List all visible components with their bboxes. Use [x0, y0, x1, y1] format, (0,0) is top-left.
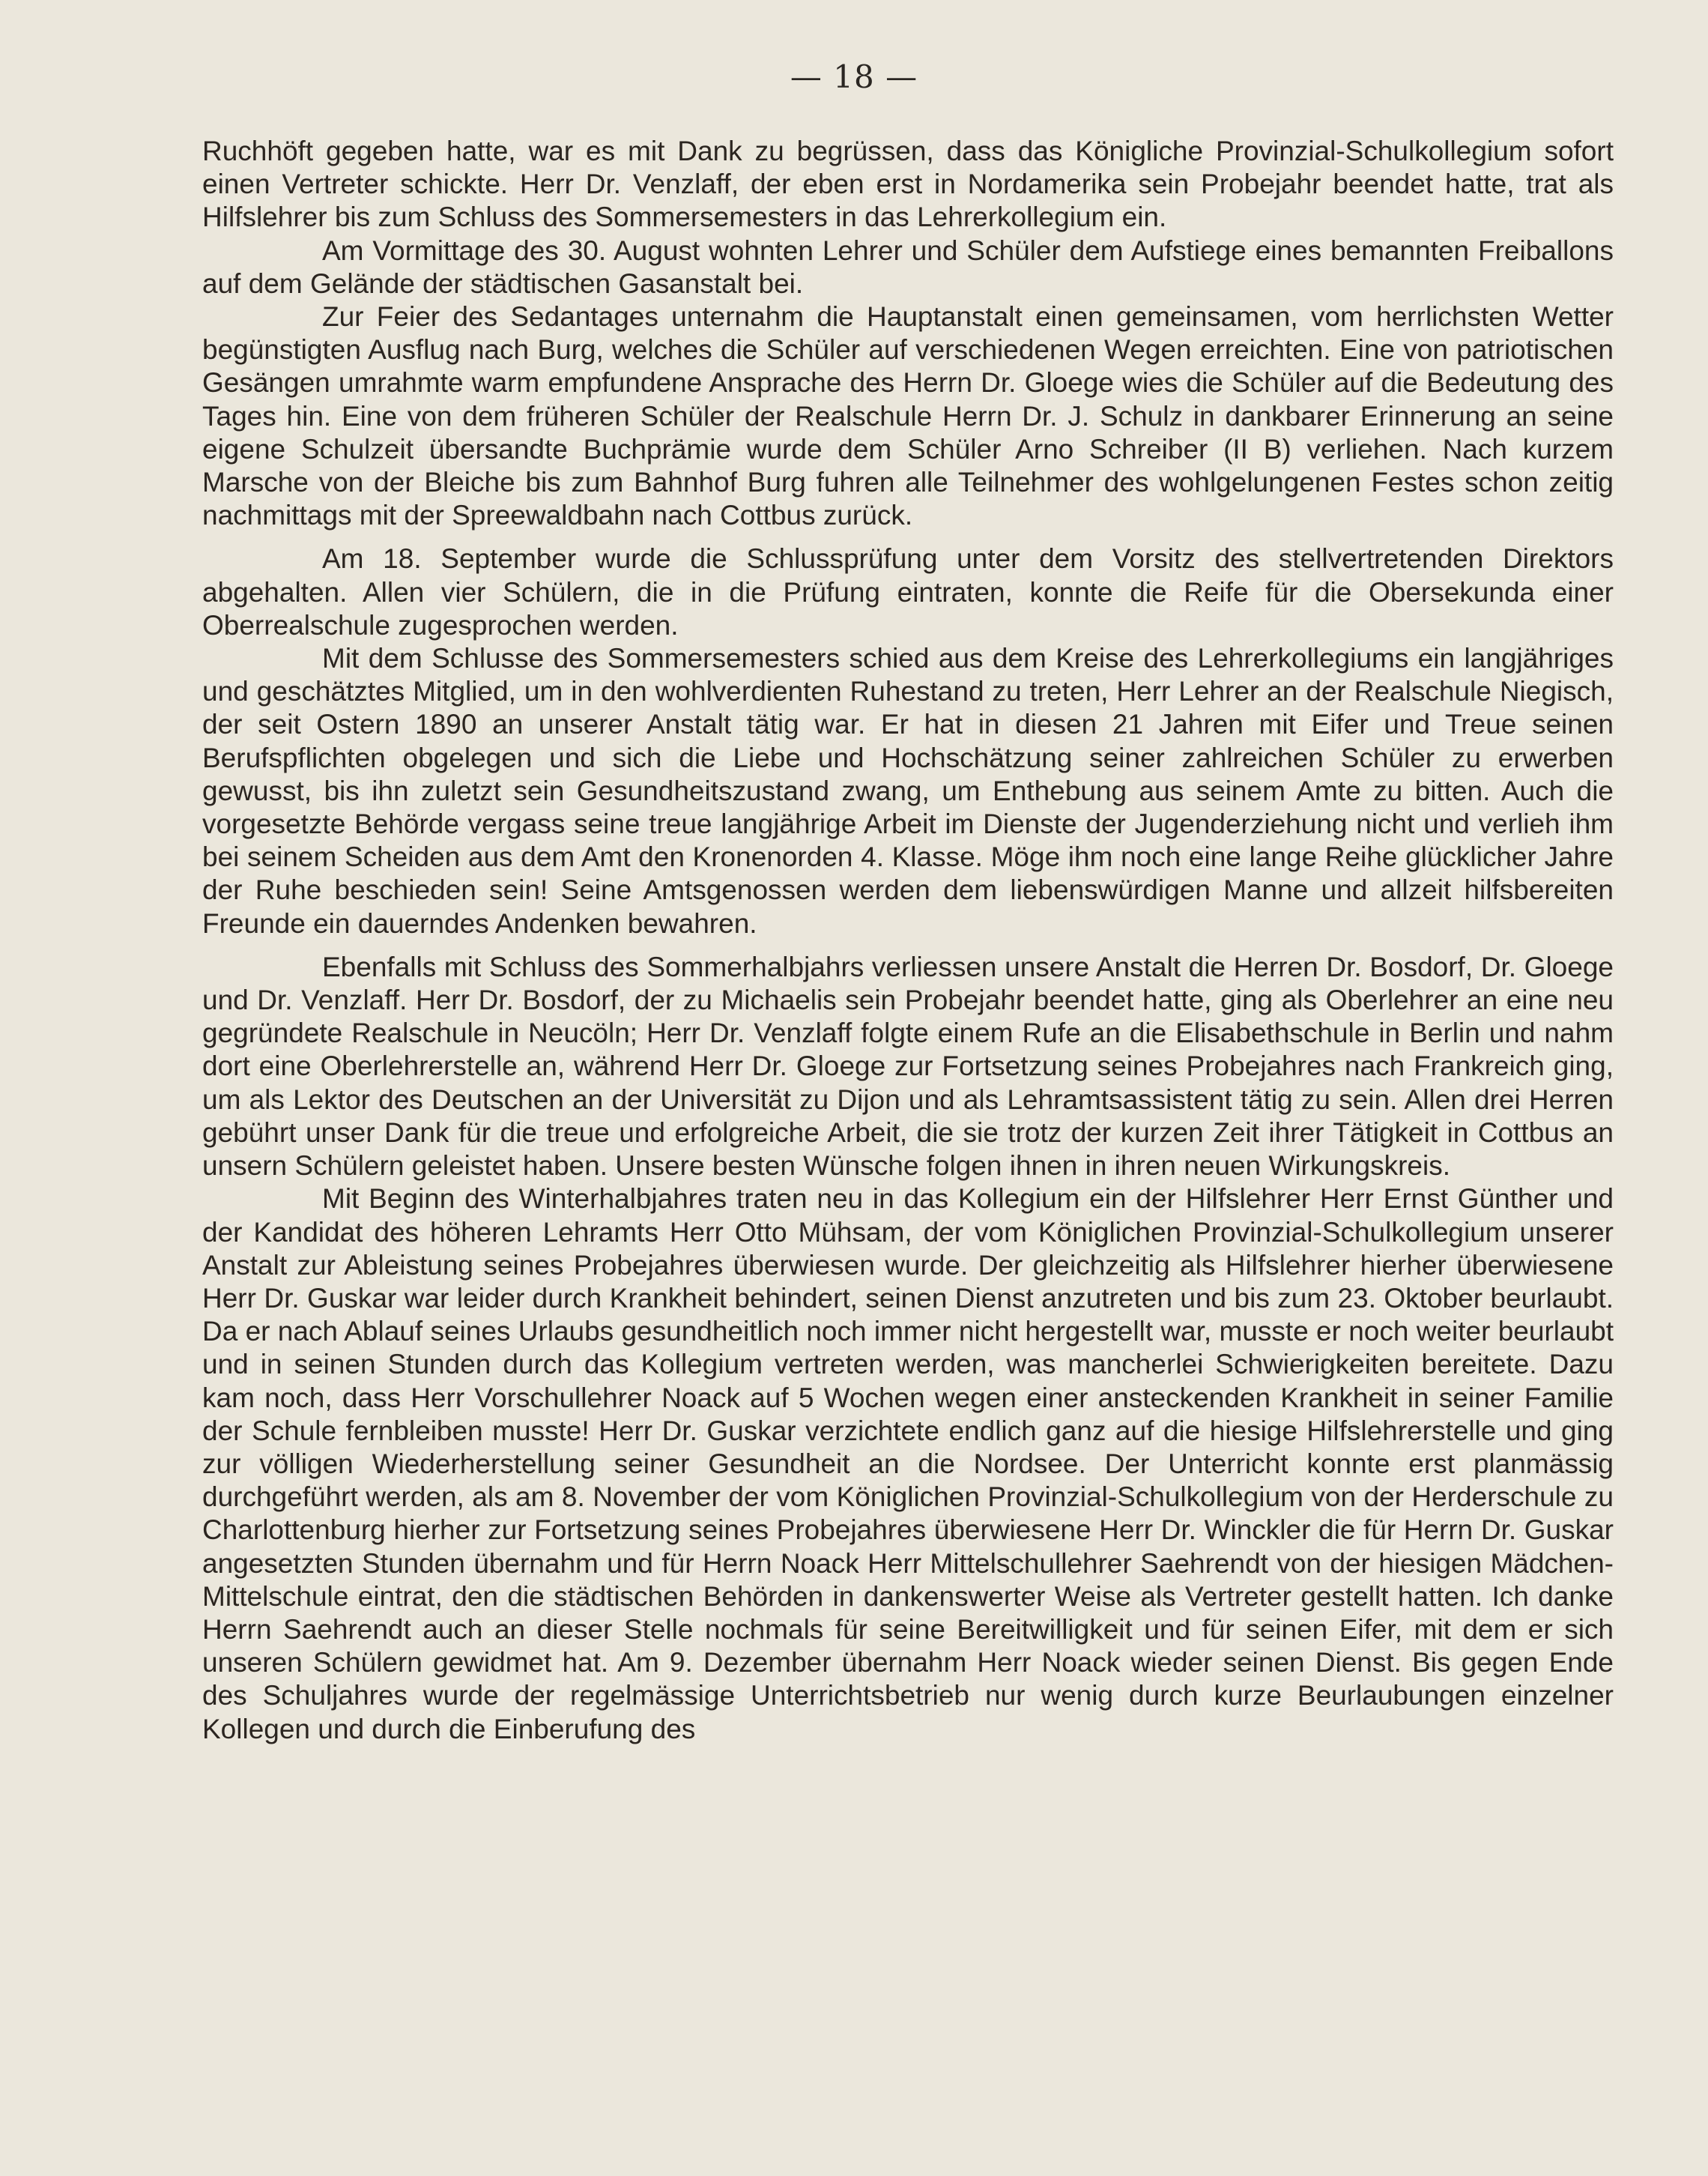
body-text — [202, 135, 1614, 1746]
paragraph: Ruchhöft gegeben hatte, war es mit Dank zu begrüssen, dass das Königliche Provinzial-Schulkollegium sofort einen Vertreter schickte. Herr Dr. Venzlaff, der eben erst in Nordamerika sein Probejahr beendet hatte, trat als Hilfslehrer bis zum Schluss des Sommersemesters in das Lehrerkollegium ein. — [202, 136, 1614, 233]
paragraph: Am 18. September wurde die Schlussprüfung unter dem Vorsitz des stellvertretenden Direktors abgehalten. Allen vier Schülern, die in die Prüfung eintraten, konnte die Reife für die Obersekunda einer Oberrealschule zugesprochen werden. — [202, 543, 1614, 641]
paragraph: Am Vormittage des 30. August wohnten Lehrer und Schüler dem Aufstiege eines bemannten Freiballons auf dem Gelände der städtischen Gasanstalt bei. — [202, 235, 1614, 299]
paragraph: Ebenfalls mit Schluss des Sommerhalbjahrs verliessen unsere Anstalt die Herren Dr. Bosdorf, Dr. Gloege und Dr. Venzlaff. Herr Dr. Bosdorf, der zu Michaelis sein Probejahr beendet hatte, ging als Oberlehrer an eine neu gegründete Realschule in Neucöln; Herr Dr. Venzlaff folgte einem Rufe an die Elisabethschule in Berlin und nahm dort eine Oberlehrerstelle an, während Herr Dr. Gloege zur Fortsetzung seines Probejahres nach Frankreich ging, um als Lektor des Deutschen an der Universität zu Dijon und als Lehramtsassistent tätig zu sein. Allen drei Herren gebührt unser Dank für die treue und erfolgreiche Arbeit, die sie trotz der kurzen Zeit ihrer Tätigkeit in Cottbus an unsern Schülern geleistet haben. Unsere besten Wünsche folgen ihnen in ihren neuen Wirkungskreis. — [202, 951, 1614, 1182]
paragraph: Mit Beginn des Winterhalbjahres traten neu in das Kollegium ein der Hilfslehrer Herr Ernst Günther und der Kandidat des höheren Lehramts Herr Otto Mühsam, der vom Königlichen Provinzial-Schulkollegium unserer Anstalt zur Ableistung seines Probejahres überwiesen wurde. Der gleichzeitig als Hilfslehrer hierher überwiesene Herr Dr. Guskar war leider durch Krankheit behindert, seinen Dienst anzutreten und bis zum 23. Oktober beurlaubt. Da er nach Ablauf seines Urlaubs gesundheitlich noch immer nicht hergestellt war, musste er noch weiter beurlaubt und in seinen Stunden durch das Kollegium vertreten werden, was mancherlei Schwierigkeiten bereitete. Dazu kam noch, dass Herr Vorschullehrer Noack auf 5 Wochen wegen einer ansteckenden Krankheit in seiner Familie der Schule fernbleiben musste! Herr Dr. Guskar verzichtete endlich ganz auf die hiesige Hilfslehrerstelle und ging zur völligen Wiederherstellung seiner Gesundheit an die Nordsee. Der Unterricht konnte erst planmässig durchgeführt werden, als am 8. November der vom Königlichen Provinzial-Schulkollegium von der Herderschule zu Charlottenburg hierher zur Fortsetzung seines Probejahres überwiesene Herr Dr. Winckler die für Herrn Dr. Guskar angesetzten Stunden übernahm und für Herrn Noack Herr Mittelschullehrer Saehrendt von der hiesigen Mädchen-Mittelschule eintrat, den die städtischen Behörden in dankenswerter Weise als Vertreter gestellt hatten. Ich danke Herrn Saehrendt auch an dieser Stelle nochmals für seine Bereitwilligkeit und für seinen Eifer, mit dem er sich unseren Schülern gewidmet hat. Am 9. Dezember übernahm Herr Noack wieder seinen Dienst. Bis gegen Ende des Schuljahres wurde der regelmässige Unterrichtsbetrieb nur wenig durch kurze Beurlaubungen einzelner Kollegen und durch die Einberufung des — [202, 1183, 1614, 1744]
paragraph: Mit dem Schlusse des Sommersemesters schied aus dem Kreise des Lehrerkollegiums ein langjähriges und geschätztes Mitglied, um in den wohlverdienten Ruhestand zu treten, Herr Lehrer an der Realschule Niegisch, der seit Ostern 1890 an unserer Anstalt tätig war. Er hat in diesen 21 Jahren mit Eifer und Treue seinen Berufspflichten obgelegen und sich die Liebe und Hochschätzung seiner zahlreichen Schüler zu erwerben gewusst, bis ihn zuletzt sein Gesundheitszustand zwang, um Enthebung aus seinem Amte zu bitten. Auch die vorgesetzte Behörde vergass seine treue langjährige Arbeit im Dienste der Jugenderziehung nicht und verlieh ihm bei seinem Scheiden aus dem Amt den Kronenorden 4. Klasse. Möge ihm noch eine lange Reihe glücklicher Jahre der Ruhe beschieden sein! Seine Amtsgenossen werden dem liebenswürdigen Manne und allzeit hilfsbereiten Freunde ein dauerndes Andenken bewahren. — [202, 643, 1614, 939]
paragraph: Zur Feier des Sedantages unternahm die Hauptanstalt einen gemeinsamen, vom herrlichsten Wetter begünstigten Ausflug nach Burg, welches die Schüler auf verschiedenen Wegen erreichten. Eine von patriotischen Gesängen umrahmte warm empfundene Ansprache des Herrn Dr. Gloege wies die Schüler auf die Bedeutung des Tages hin. Eine von dem früheren Schüler der Realschule Herrn Dr. J. Schulz in dankbarer Erinnerung an seine eigene Schulzeit übersandte Buchprämie wurde dem Schüler Arno Schreiber (II B) verliehen. Nach kurzem Marsche von der Bleiche bis zum Bahnhof Burg fuhren alle Teilnehmer des wohlgelungenen Festes schon zeitig nachmittags mit der Spreewaldbahn nach Cottbus zurück. — [202, 301, 1614, 531]
page-number: — 18 — — [790, 58, 918, 95]
